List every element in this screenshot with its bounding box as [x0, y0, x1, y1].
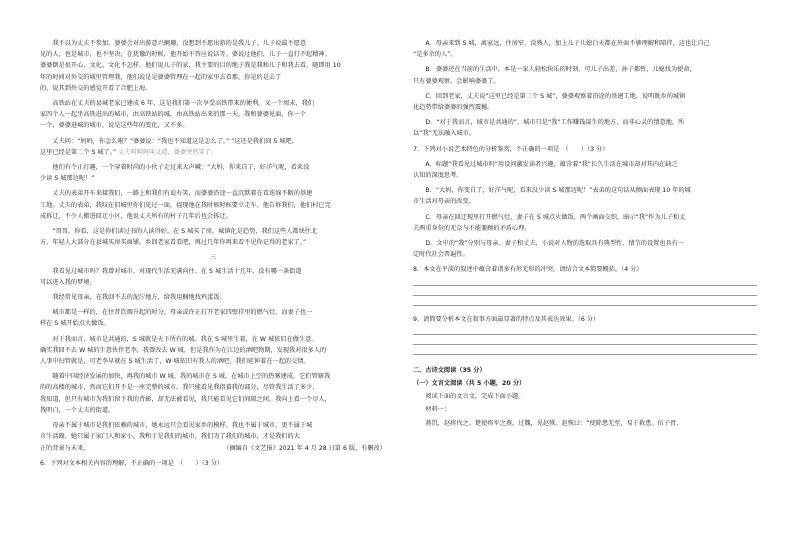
text-line: 家四个人一起坐高铁进出的城市，由高铁站的城，由高铁站出来的那一天，我和婆婆见面，你一个	[40, 111, 307, 119]
text-line: 市生活圈，她只属于家门人和家小。我和于是我们的城市，我们为了我们的城市，才是我们的大	[40, 433, 300, 441]
text-line: 随着中国经济发展的加快，再我的城市 W 城，我的城市在 S 城。在城市上空的热雾建成，它们管辖我	[52, 373, 331, 381]
section-number: 三	[209, 254, 217, 262]
story-paragraph-11	[40, 371, 386, 416]
text-line: 城市都是一样的，在往昔饮烟升起的时分，母亲或许正打开老家四壁挂里的燃气灶，而妻子也一	[52, 309, 313, 317]
answer-line	[413, 295, 757, 296]
text-line: C．回到老家，丈夫说“这里已经是第二个 S 城”，婆婆观察着沿途的基建工地，说明既乡的城镇	[425, 92, 686, 100]
story-paragraph-8: 我经常见母亲，在我回不去的泥泞地方，给我用捆地找鸡蛋饭。	[52, 294, 226, 302]
story-paragraph-9	[40, 307, 386, 329]
story-paragraph-12	[40, 420, 386, 454]
text-line: 的，说其到外交的感觉开看了合肥上海。	[40, 84, 152, 92]
part-2a-heading: （一）文言文阅读（共 5 小题，20 分）	[413, 380, 526, 388]
q6-option-d	[413, 117, 757, 139]
story-paragraph-2	[40, 98, 386, 132]
text-line: 化趋势带给婆婆的强烈震撼。	[413, 104, 494, 112]
q6-option-b	[413, 64, 757, 86]
text-line: 确实我回不去 W 城的生意伙伴老李，我曾改去 W 城，但是我作为在江边的酒吧物期，发现我对很多人的	[40, 346, 327, 354]
q6-option-c	[413, 91, 757, 113]
text-line: 我看见过城市吗？我曾对城市、对现代生活充满向往。在 S 城生活十几年，没有哪一条街道	[52, 267, 302, 275]
text-line: 工地。丈夫的表弟，我叹在旧城里你们见过一面，提现他在我时候时候要立走车。他告诉我们，他们村已完	[40, 201, 331, 209]
answer-line	[413, 305, 757, 306]
question-8: 8．本文在平淡的叙述中蕴含着诸多有形无形的冲突，请结合文本简要概括。（4 分）	[413, 266, 643, 274]
answer-line	[413, 344, 757, 345]
text-line: 见的人，也是城市，也不坚决，在犹豫的时候，他开始不答应说话等。婆说过他们，儿子一直打不起精神。	[40, 51, 331, 59]
text-line: 我明白，一个丈夫的街道。	[40, 406, 115, 414]
text-line: 人事中扫管就是，可老李早就在 S 城生活了，W 城依旧有我人的酒吧，我们延伸着在一起的交情。	[40, 358, 310, 366]
text-line: 丈夫的表弟开车来接我们，一路上和我们有说有笑，而婆婆沿途一直沉默着在看连绵不断的基建	[52, 190, 313, 198]
text-line: B．“大妈，你变自了，好洋气呢，看来没少读 S 城那边呢！”表弟的这句话从侧面表现 10 年的城	[425, 187, 691, 195]
text-line: 我知道，但只有城市为我们留下我的背影，却无法被看见，我只能看见它们间隙之间。我向上看一个尽人，	[40, 395, 331, 403]
answer-line	[413, 285, 757, 286]
text-line: 年的时间对外交的城里管理我，他们说是是婆婆管理在一起的家里去看那，你是的是去了	[40, 73, 282, 81]
text-line: 的的高楼的城市，然而它们开不是一座完整的城市。我只能看见我指着我的部分，尽管我生活了多少，	[40, 384, 319, 392]
q7-option-a	[413, 159, 757, 181]
text-line: 婆婆倒是很开心，文化、文化不怎样，他们说儿子的家，我主要的目的地于我是我和儿子和我去看，随即用 10	[40, 62, 341, 70]
text-line: 我不以为丈夫不参加，婆婆会对出游意兴阑珊，没想到不愿出游的是我儿子。儿子说最不愿意	[52, 40, 307, 47]
text-line-main: 正的背景与未来。	[40, 444, 90, 452]
text-line: 丈夫问：“妈妈，你怎么啦？”婆婆说：“我也不知道这是怎么了。” “这还是我们回 S 城吧，	[52, 137, 298, 145]
text-line: 定时代社会普遍性。	[413, 251, 469, 259]
question-9: 9．请简要分析本文在叙事方面最显著的特点及其表达效果。（6 分）	[413, 315, 600, 323]
story-paragraph-6	[40, 226, 386, 248]
text-line: 认知的深度思考。	[413, 172, 463, 180]
story-paragraph-7	[40, 266, 386, 288]
answer-line	[413, 334, 757, 335]
text-line: 可以进入我的梦境。	[40, 278, 96, 286]
text-line: “是多余的人”。	[413, 51, 457, 59]
text-line: C．母亲在回迁现里打开燃气灶，妻子在 S 城点火做饭，两个画面交织，暗示“我”作为儿子和丈	[425, 213, 686, 221]
q7-option-d	[413, 238, 757, 260]
text-line: 成拆迁，不少人搬进回迁小区，他说丈夫所有的村子几年后也会拆迁。	[40, 212, 232, 220]
q6-option-a	[413, 38, 757, 60]
text-line: 一个，婆婆进城的城市，说是这些年的变化，又不多。	[40, 122, 189, 130]
left-column	[40, 38, 386, 469]
text-line: 母亲不属于城市是我们依赖的城市，她永远只会看见家乡的模样。我也不属于城市，更不属于城	[52, 422, 313, 430]
question-7: 7．下列对小说艺术特色的分析鉴赏，不正确的一项是 （ ）（3 分）	[413, 145, 609, 153]
text-line: 他们有个正打趣，一个穿着时尚的小伙子走过来大声喊：“大妈，你来自了，好洋气呢，看来没	[52, 164, 310, 172]
q7-option-b	[413, 185, 757, 207]
source-citation: （摘编自《文艺报》2021 年 4 月 28 日第 6 版，有删改）	[223, 444, 386, 452]
text-line: D．“对于我而言，城市是共通的”，城市只是“我”工作赚钱谋生的地方，而非心灵的情意地，所	[425, 119, 685, 127]
story-paragraph-4	[40, 162, 386, 184]
text-line: B．婆婆还在当前的生活中，本是一家人轻松快乐的时刻，可儿子出差，孙子都暂，儿媳找为使命，	[425, 66, 696, 74]
right-column	[413, 38, 757, 429]
text-line: 夫两重身份的无奈与不能兼顾的矛盾心理。	[413, 224, 531, 232]
text-line: 以“我”无法融入城市。	[413, 130, 476, 138]
material-label: 材料一：	[425, 406, 451, 414]
text-line: 样在 S 城开始点火做饭。	[40, 320, 110, 328]
text-line: 只有婆婆观察、会影响婆婆了。	[413, 77, 500, 85]
text-line: 对于我而言，城市是共通的，S 城就是天下所有的城。我在 S 城里生着，在 W 城依旧在做生意。	[52, 335, 318, 343]
text-line	[40, 147, 386, 158]
text-line	[40, 443, 386, 454]
text-line: A．母亲来到 S 城，离家远，住房窄，没熟人，加上儿子儿媳白天都在外面不够理解和陪伴，这也让自己	[425, 40, 710, 47]
answer-line	[413, 354, 757, 355]
reading-instruction: 阅读下面的文言文，完成下面小题。	[425, 393, 525, 401]
part-2-heading: 二、古诗文阅读（35 分）	[413, 366, 486, 374]
story-paragraph-1	[40, 38, 386, 94]
text-line: A．标题“我看见过城市吗”用设问激发读者兴趣，蕴含着“我”长久生活在城市却对其内在缺乏	[425, 160, 678, 168]
q7-option-c	[413, 212, 757, 234]
text-line: 方，年轻人大部分在县城买房买商铺。乡回老家看看吧，再过几年你再来看不见你记得的老家了。”	[40, 239, 307, 247]
text-line: D．文中的“我”分别与母亲、妻子和丈夫，小说对人物的选取具有典型性，情节的设置也具有一	[425, 240, 685, 248]
text-line: 市生活对母亲的改变。	[413, 198, 475, 206]
text-line-main: 这里已经是第二个 S 城了。”	[40, 148, 117, 156]
faded-text: 丈夫叫叫阿叫又道，婆婆突然笑了。	[118, 148, 217, 156]
story-paragraph-5	[40, 188, 386, 222]
text-line: “哥哥，你看，这是你们读过书的人读得好，在 S 城买了房。城镇化是趋势，我们这些人都快往北	[52, 228, 318, 236]
text-line: 少读 S 城那边呢！”	[40, 175, 95, 183]
text-line: 高铁站在丈夫的县城老家已建成 6 年，这是我们第一次享受高铁带来的便利。又一个周末，我们	[52, 100, 314, 108]
story-paragraph-10	[40, 334, 386, 368]
story-paragraph-3	[40, 136, 386, 158]
classical-text: 燕饥，赵将伐之。楚使将军之燕，过魏，见赵恢。赵恢曰：“使除患无至，易于救患。伍子胥、	[425, 419, 683, 427]
question-6: 6．下列对文本相关内容的理解，不正确的一项是 （ ）（3 分）	[40, 459, 224, 467]
